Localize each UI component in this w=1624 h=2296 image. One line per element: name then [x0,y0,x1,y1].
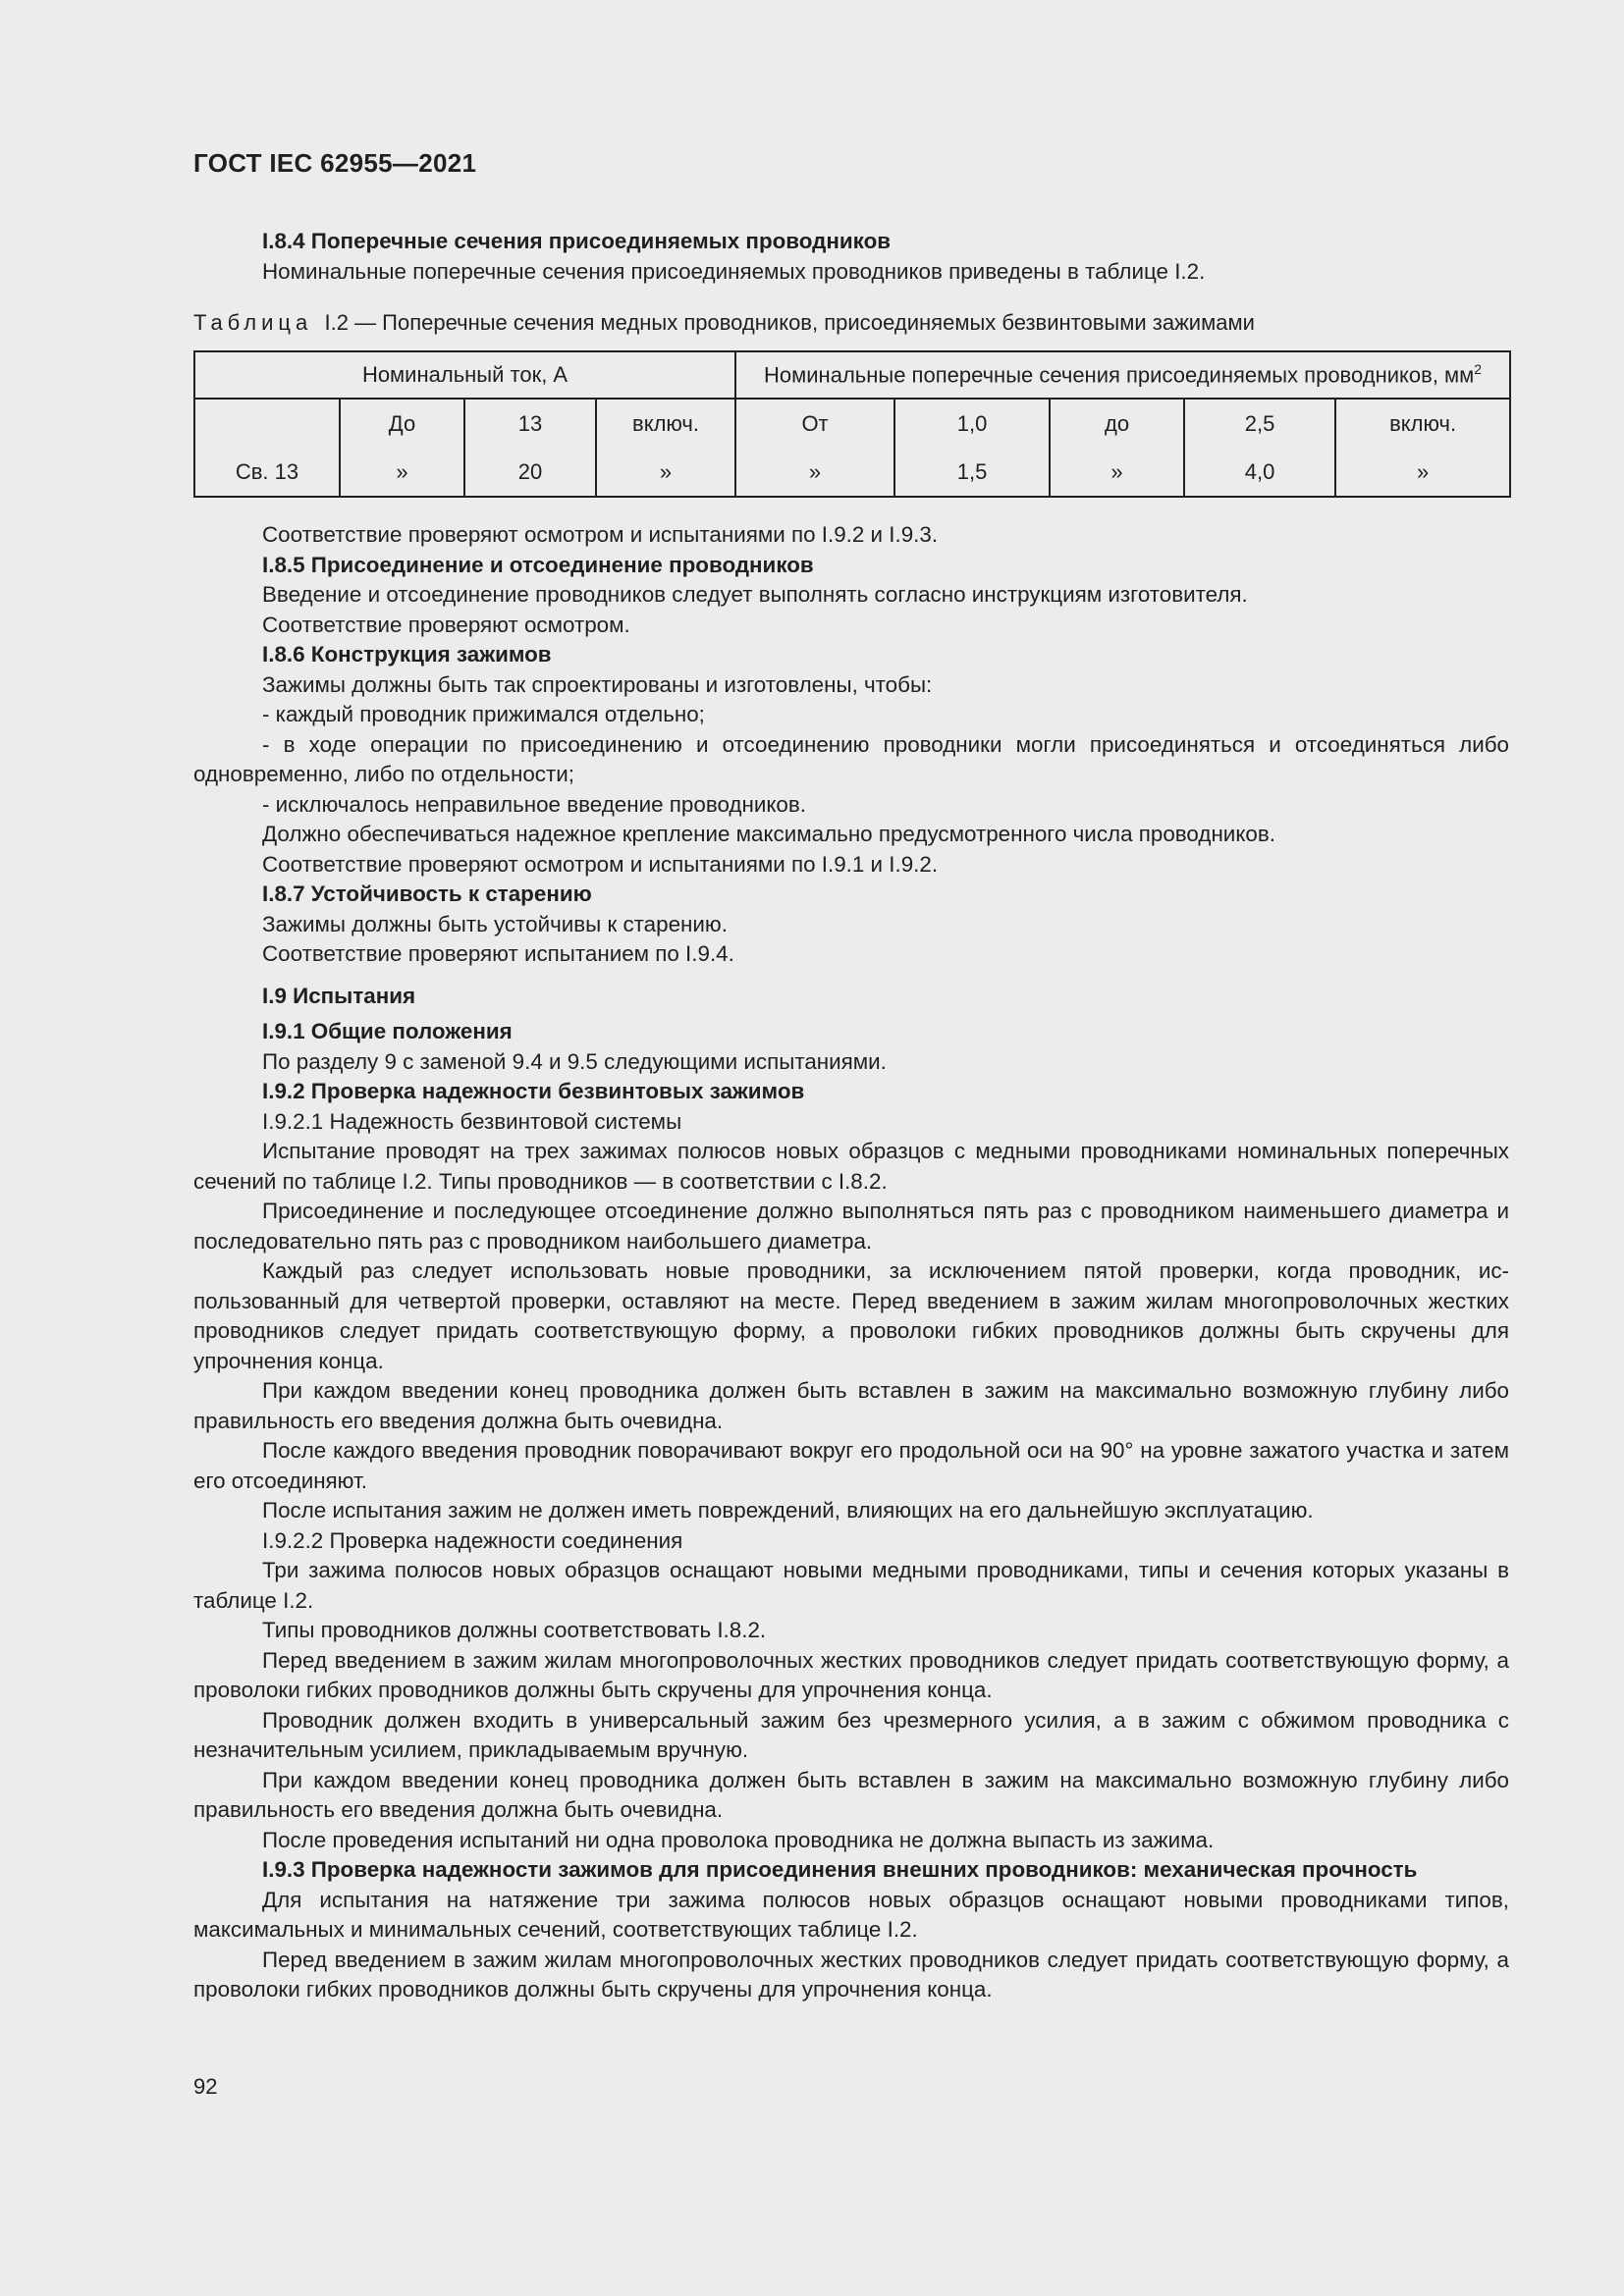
paragraph: Типы проводников должны соответствовать I.8.2. [262,1618,767,1642]
subsection-heading: I.9.2.1 Надежность безвинтовой системы [262,1108,682,1134]
paragraph: Присоединение и последующее отсоединение должно выполняться пять раз с проводником наименьшего диаметра и последовательно пять раз с проводником наибольшего диаметра. [193,1199,1509,1254]
paragraph: Соответствие проверяют испытанием по I.9.4. [262,941,734,966]
table-cell: Св. 13 [194,449,340,497]
section-heading: I.9.1 Общие положения [262,1019,513,1043]
section-heading: I.9 Испытания [262,983,416,1008]
section-heading: I.9.3 Проверка надежности зажимов для присоединения внешних проводников: механическая прочность [262,1857,1418,1882]
page-number: 92 [193,2074,218,2099]
paragraph: Зажимы должны быть устойчивы к старению. [262,911,728,936]
table-cell: » [735,449,894,497]
table-cell: » [340,449,464,497]
paragraph: Зажимы должны быть так спроектированы и изготовлены, чтобы: [262,671,933,697]
paragraph: Соответствие проверяют осмотром и испытаниями по I.9.2 и I.9.3. [262,522,939,547]
table-header-current: Номинальный ток, А [194,351,735,399]
table-cell: 1,5 [894,449,1050,497]
paragraph: Перед введением в зажим жилам многопроволочных жестких проводников следует придать соответствующую форму, а проволоки гибких проводников должны быть скручены для упрочнения конца. [193,1647,1509,1702]
table-cell: » [1050,449,1184,497]
paragraph: Перед введением в зажим жилам многопроволочных жестких проводников следует придать соответствующую форму, а проволоки гибких проводников должны быть скручены для упрочнения конца. [193,1947,1509,2002]
table-cell: 20 [464,449,596,497]
paragraph: Испытание проводят на трех зажимах полюсов новых образцов с медными проводниками номинальных поперечных сечений по таблице I.2. Типы проводников — в соответствии с I.8.2. [193,1139,1509,1194]
section-heading: I.8.4 Поперечные сечения присоединяемых проводников [262,229,892,253]
table-cell: 2,5 [1184,399,1335,449]
paragraph: После проведения испытаний ни одна проволока проводника не должна выпасть из зажима. [262,1827,1215,1852]
section-heading: I.8.5 Присоединение и отсоединение проводников [262,552,814,577]
paragraph: Для испытания на натяжение три зажима полюсов новых образцов оснащают новыми проводниками типов, максимальных и минимальных сечений, соответствующих таблице I.2. [193,1887,1509,1942]
table-cell: до [1050,399,1184,449]
table-cell: 13 [464,399,596,449]
table-cell: включ. [1335,399,1510,449]
paragraph: При каждом введении конец проводника должен быть вставлен в зажим на максимально возможную глубину либо правильность его введения должна быть очевидна. [193,1767,1509,1822]
document-header: ГОСТ IEC 62955—2021 [193,148,477,178]
section-heading: I.8.6 Конструкция зажимов [262,642,552,667]
table-cell: До [340,399,464,449]
table-cell: 1,0 [894,399,1050,449]
document-body [193,520,1509,2005]
paragraph: Проводник должен входить в универсальный зажим без чрезмерного усилия, а в зажим с обжимом проводника с незначительным усилием, прикладываемым вручную. [193,1707,1509,1762]
paragraph: После каждого введения проводник поворачивают вокруг его продольной оси на 90° на уровне зажатого участка и затем его отсоединяют. [193,1438,1509,1493]
table-cell: » [1335,449,1510,497]
table-cell: 4,0 [1184,449,1335,497]
section-heading: I.8.7 Устойчивость к старению [262,881,592,906]
paragraph: Номинальные поперечные сечения присоединяемых проводников приведены в таблице I.2. [262,258,1206,284]
list-item: - исключалось неправильное введение проводников. [262,791,806,817]
list-item: - в ходе операции по присоединению и отсоединению проводники могли присоединяться и отсоединяться либо одновременно, либо по отдельности; [193,731,1509,786]
paragraph: Введение и отсоединение проводников следует выполнять согласно инструкциям изготовителя. [262,582,1248,607]
table-caption [193,310,1255,336]
table-cell: От [735,399,894,449]
paragraph: По разделу 9 с заменой 9.4 и 9.5 следующими испытаниями. [262,1048,887,1074]
paragraph: После испытания зажим не должен иметь повреждений, влияющих на его дальнейшую эксплуатацию. [262,1498,1314,1522]
list-item: - каждый проводник прижимался отдельно; [262,702,705,726]
paragraph: Каждый раз следует использовать новые проводники, за исключением пятой проверки, когда проводник, использованный для четвертой проверки, оставляют на месте. Перед введением в зажим жилам многопроволочных жестких проводников следует придать соответствующую форму, а проволоки гибких проводников должны быть скручены для упрочнения конца. [193,1258,1509,1373]
paragraph: Три зажима полюсов новых образцов оснащают новыми медными проводниками, типы и сечения которых указаны в таблице I.2. [193,1558,1509,1613]
paragraph: При каждом введении конец проводника должен быть вставлен в зажим на максимально возможную глубину либо правильность его введения должна быть очевидна. [193,1378,1509,1433]
paragraph: Соответствие проверяют осмотром. [262,612,630,637]
subsection-heading: I.9.2.2 Проверка надежности соединения [262,1527,683,1553]
table-header-sections: Номинальные поперечные сечения присоединяемых проводников, $мм^2$ [735,351,1510,399]
table-cell: включ. [596,399,735,449]
section-heading: I.9.2 Проверка надежности безвинтовых зажимов [262,1079,805,1103]
paragraph: Соответствие проверяют осмотром и испытаниями по I.9.1 и I.9.2. [262,851,939,877]
paragraph: Должно обеспечиваться надежное крепление максимально предусмотренного числа проводников. [262,822,1275,846]
table-caption-text: I.2 — Поперечные сечения медных проводников, присоединяемых безвинтовыми зажимами [324,310,1255,335]
table-cell [194,399,340,449]
table-row [194,449,1510,497]
table-cell: » [596,449,735,497]
section-i84 [193,227,1509,287]
table-row [194,399,1510,449]
table-caption-word: Таблица [193,310,313,335]
conductor-section-table [193,350,1511,498]
